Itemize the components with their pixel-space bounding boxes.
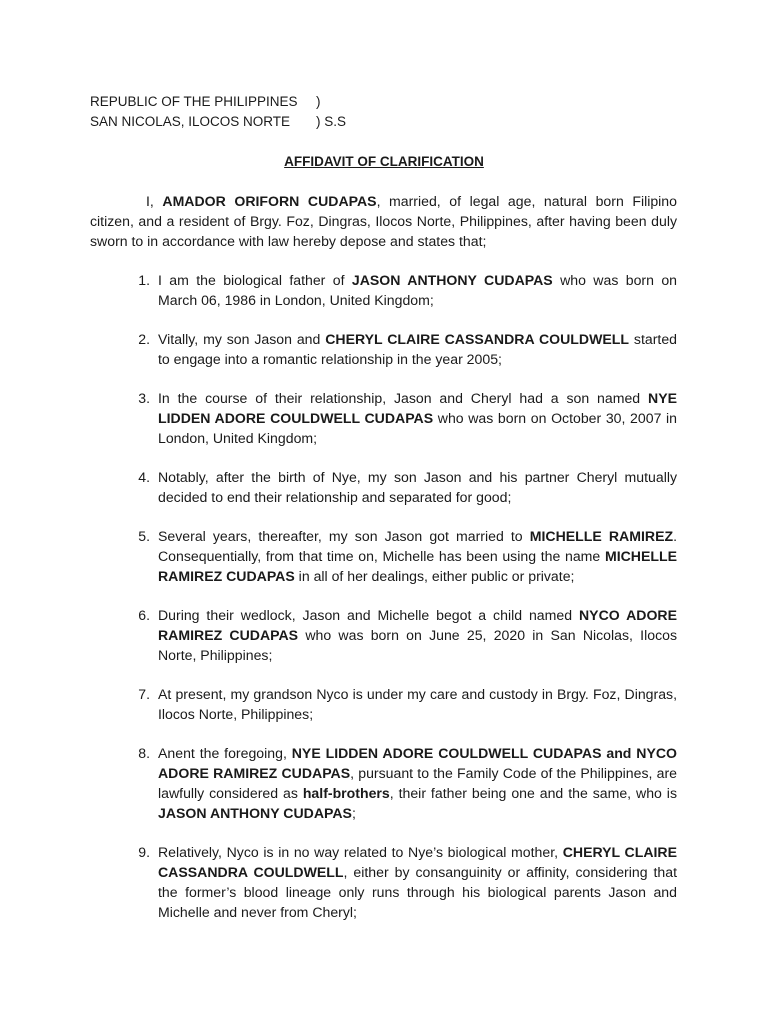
bold-text: AMADOR ORIFORN CUDAPAS (162, 193, 377, 209)
statement-number: 1. (138, 272, 150, 288)
venue-block (90, 92, 346, 132)
statement-text (158, 605, 677, 665)
text-run: I am the biological father of (158, 272, 352, 288)
intro-paragraph (90, 191, 677, 251)
text-run: started to engage into a romantic relationship in the year 2005; (158, 331, 677, 367)
text-run: Relatively, Nyco is in no way related to Nye’s biological mother, (158, 844, 563, 860)
statement-text (158, 842, 677, 922)
bold-text: JASON ANTHONY CUDAPAS (158, 805, 352, 821)
bold-text: NYCO ADORE RAMIREZ CUDAPAS (158, 607, 677, 643)
bold-text: JASON ANTHONY CUDAPAS (351, 272, 553, 288)
text-run: who was born on October 30, 2007 in London, United Kingdom; (158, 410, 677, 446)
text-run: who was born on June 25, 2020 in San Nicolas, Ilocos Norte, Philippines; (158, 627, 678, 663)
bold-text: MICHELLE RAMIREZ (529, 528, 674, 544)
statement-number: 9. (138, 844, 150, 860)
text-run: , their father being one and the same, who is (389, 785, 677, 801)
text-run: At present, my grandson Nyco is under my care and custody in Brgy. Foz, Dingras, Ilocos Norte, Philippines; (158, 686, 677, 722)
bold-text: NYE LIDDEN ADORE COULDWELL CUDAPAS (158, 390, 677, 426)
venue-municipality-label: SAN NICOLAS, ILOCOS NORTE (90, 114, 291, 129)
statement-number: 8. (138, 745, 150, 761)
text-run: , married, of legal age, natural born Filipino citizen, and a resident of Brgy. Foz, Dingras, Ilocos Norte, Philippines, after having been duly sworn to in accordance with law hereby depose and states that; (90, 193, 677, 249)
text-run: Notably, after the birth of Nye, my son Jason and his partner Cheryl mutually decided to end their relationship and separated for good; (158, 469, 677, 505)
text-run: I, (146, 193, 163, 209)
bold-text: CHERYL CLAIRE CASSANDRA COULDWELL (325, 331, 630, 347)
venue-line-municipality (90, 112, 346, 132)
text-run: During their wedlock, Jason and Michelle begot a child named (158, 607, 579, 623)
bold-text: CHERYL CLAIRE CASSANDRA COULDWELL (158, 844, 677, 880)
statement-number: 7. (138, 686, 150, 702)
statement-text (158, 467, 677, 507)
text-run: Several years, thereafter, my son Jason got married to (158, 528, 530, 544)
statement-text (158, 270, 677, 310)
statement-number: 5. (138, 528, 150, 544)
bold-text: half-brothers (302, 785, 390, 801)
statement-number: 3. (138, 390, 150, 406)
text-run: Vitally, my son Jason and (158, 331, 326, 347)
text-run: , either by consanguinity or affinity, considering that the former’s blood lineage only runs through his biological parents Jason and Michelle and never from Cheryl; (158, 864, 678, 920)
statement-text (158, 329, 677, 369)
statement-text (158, 526, 677, 586)
text-run: In the course of their relationship, Jason and Cheryl had a son named (158, 390, 649, 406)
statement-text (158, 388, 677, 448)
text-run: who was born on March 06, 1986 in London, United Kingdom; (158, 272, 677, 308)
statement-number: 2. (138, 331, 150, 347)
text-run: in all of her dealings, either public or private; (294, 568, 575, 584)
statement-number: 6. (138, 607, 150, 623)
text-run: , pursuant to the Family Code of the Philippines, are lawfully considered as (158, 765, 677, 801)
venue-republic-label: REPUBLIC OF THE PHILIPPINES (90, 94, 298, 109)
text-run: Anent the foregoing, (158, 745, 292, 761)
statement-text (158, 684, 677, 724)
venue-republic-bracket: ) (316, 94, 321, 109)
venue-line-republic (90, 92, 346, 112)
venue-ss-marker: ) S.S (316, 114, 347, 129)
statement-text (158, 743, 677, 823)
bold-text: NYE LIDDEN ADORE COULDWELL CUDAPAS and NYCO ADORE RAMIREZ CUDAPAS (158, 745, 678, 781)
text-run: . Consequentially, from that time on, Michelle has been using the name (158, 528, 677, 564)
statement-number: 4. (138, 469, 150, 485)
document-title: AFFIDAVIT OF CLARIFICATION (284, 154, 484, 169)
text-run: ; (351, 805, 356, 821)
bold-text: MICHELLE RAMIREZ CUDAPAS (158, 548, 677, 584)
